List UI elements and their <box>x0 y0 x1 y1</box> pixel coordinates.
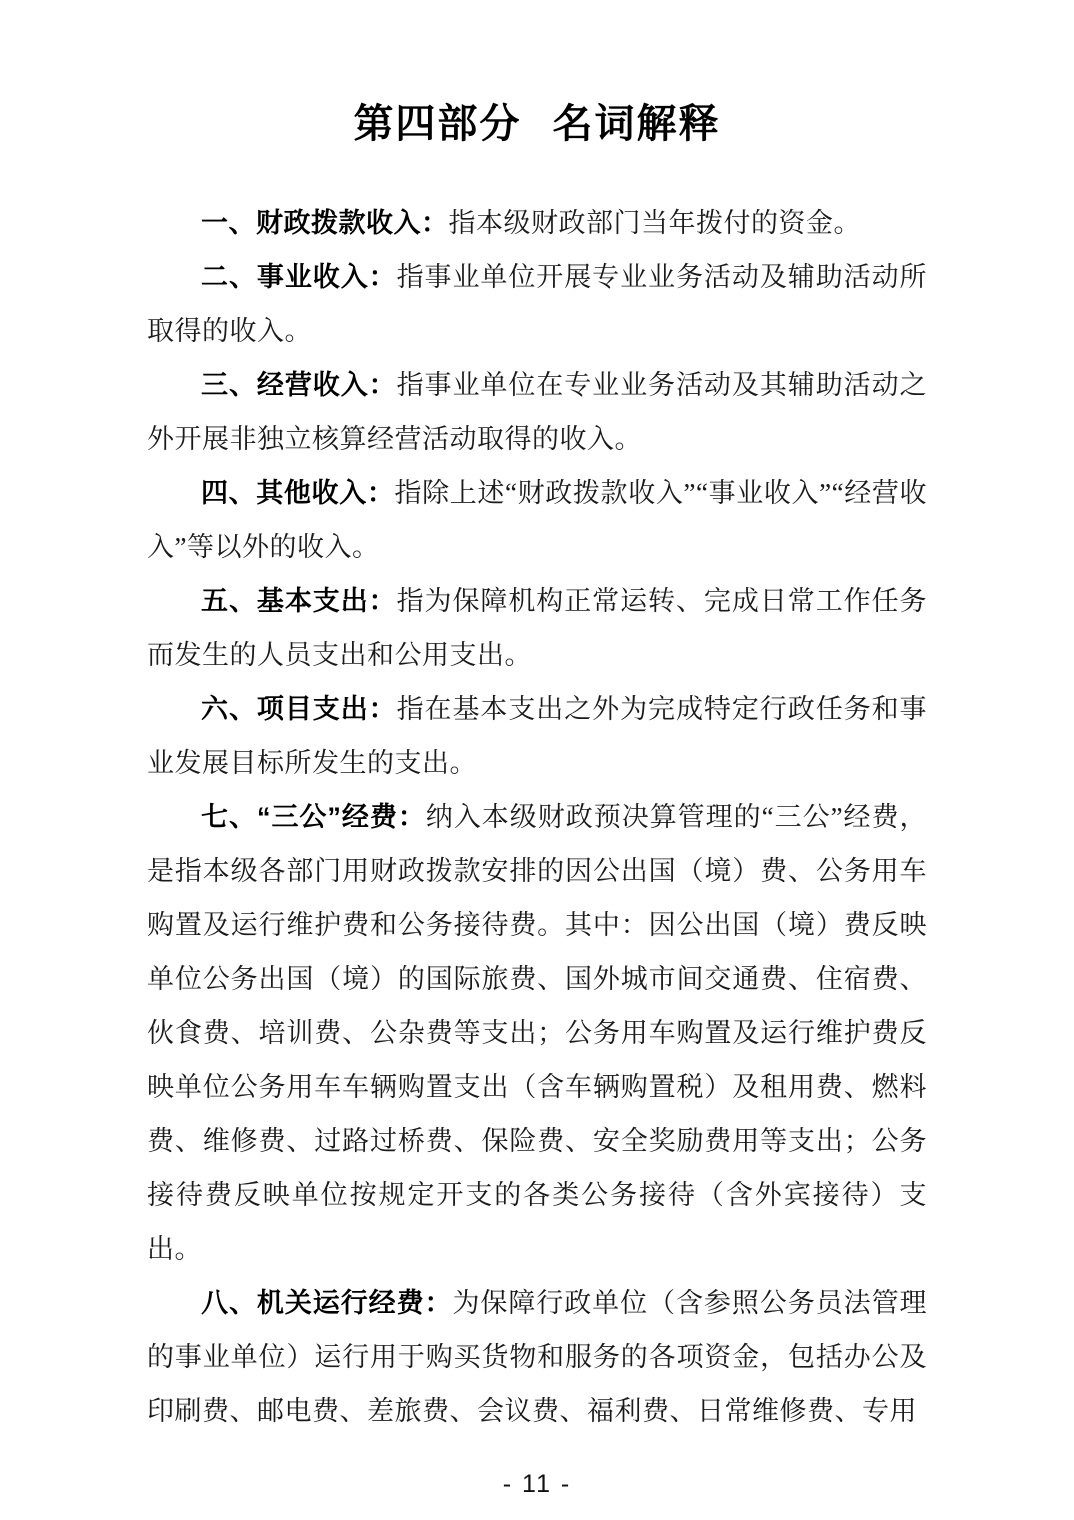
definition-term: 三、经营收入： <box>201 370 397 400</box>
definition-term: 五、基本支出： <box>201 586 397 616</box>
document-body <box>147 196 927 1438</box>
definition-paragraph <box>147 682 927 790</box>
page-number: - 11 - <box>502 1470 572 1498</box>
definition-term: 一、财政拨款收入： <box>201 208 449 238</box>
definition-text: 为保障行政单位（含参照公务员法管理的事业单位）运行用于购买货物和服务的各项资金，包括办公及印刷费、邮电费、差旅费、会议费、福利费、日常维修费、专用 <box>147 1288 928 1426</box>
definition-text: 纳入本级财政预决算管理的“三公”经费，是指本级各部门用财政拨款安排的因公出国（境）费、公务用车购置及运行维护费和公务接待费。其中：因公出国（境）费反映单位公务出国（境）的国际旅费、国外城市间交通费、住宿费、伙食费、培训费、公杂费等支出；公务用车购置及运行维护费反映单位公务用车车辆购置支出（含车辆购置税）及租用费、燃料费、维修费、过路过桥费、保险费、安全奖励费用等支出；公务接待费反映单位按规定开支的各类公务接待（含外宾接待）支出。 <box>147 802 927 1264</box>
definition-term: 六、项目支出： <box>201 694 397 724</box>
definition-text: 指事业单位在专业业务活动及其辅助活动之外开展非独立核算经营活动取得的收入。 <box>147 370 928 454</box>
definition-term: 八、机关运行经费： <box>201 1288 453 1318</box>
definition-paragraph <box>147 196 927 250</box>
definition-paragraph <box>147 466 927 574</box>
definition-text: 指为保障机构正常运转、完成日常工作任务而发生的人员支出和公用支出。 <box>147 586 928 670</box>
definition-term: 四、其他收入： <box>201 478 395 508</box>
page-title: 第四部分 名词解释 <box>353 102 721 146</box>
definition-paragraph <box>147 790 927 1276</box>
definition-text: 指除上述“财政拨款收入”“事业收入”“经营收入”等以外的收入。 <box>147 478 928 562</box>
definition-paragraph <box>147 1276 927 1438</box>
definition-text: 指在基本支出之外为完成特定行政任务和事业发展目标所发生的支出。 <box>147 694 928 778</box>
definition-term: 七、“三公”经费： <box>201 802 426 832</box>
definition-text: 指事业单位开展专业业务活动及辅助活动所取得的收入。 <box>147 262 928 346</box>
definition-term: 二、事业收入： <box>201 262 397 292</box>
definition-text: 指本级财政部门当年拨付的资金。 <box>448 208 861 238</box>
definition-paragraph <box>147 358 927 466</box>
definition-paragraph <box>147 574 927 682</box>
definition-paragraph <box>147 250 927 358</box>
